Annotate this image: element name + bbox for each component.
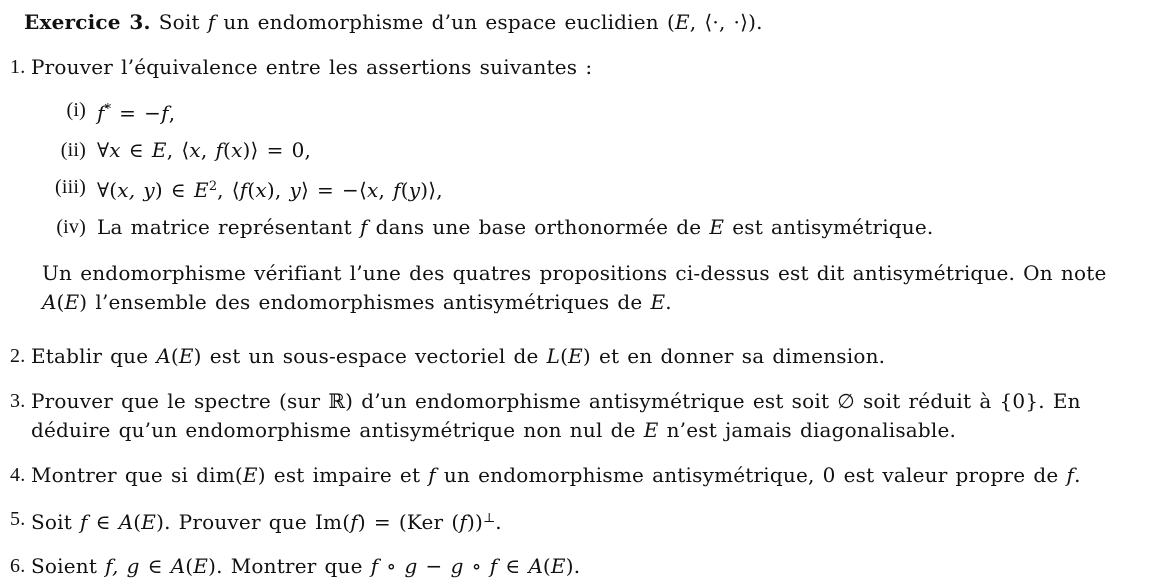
text-run: . (665, 290, 672, 314)
assertion-iii (31, 173, 1127, 205)
text-run: f (161, 101, 169, 125)
text-run: * (104, 102, 112, 117)
text-run: ) est impaire et (257, 463, 429, 487)
text-run: f (370, 554, 379, 578)
text-run: x (255, 178, 267, 202)
item-3-text (31, 387, 1127, 445)
text-run: ( (170, 344, 179, 368)
text-run: ∘ (463, 554, 490, 578)
item-1 (0, 53, 1163, 317)
assertion-list (31, 96, 1127, 242)
text-run: f (207, 10, 216, 34)
text-run: , ⟨ (217, 178, 240, 202)
text-run: x, y (117, 178, 155, 202)
text-run: ∈ (139, 554, 171, 578)
text-run: )⟩, (420, 178, 443, 202)
text-run: , ⟨·, ·⟩). (689, 10, 763, 34)
text-run: Exercice 3. (24, 10, 151, 34)
text-run: E (151, 138, 167, 162)
text-run: Prouver l’équivalence entre les assertions suivantes : (31, 55, 593, 79)
text-run: ∘ (378, 554, 405, 578)
text-run: ∀ (97, 138, 110, 162)
item-1-text (31, 53, 1127, 82)
text-run: La matrice représentant (97, 215, 360, 239)
assertion-i (31, 96, 1127, 128)
text-run: − (417, 554, 451, 578)
text-run: f (428, 463, 436, 487)
text-run: E (64, 290, 80, 314)
text-run: ) = (Ker ( (357, 510, 460, 534)
item-4-text (31, 461, 1127, 490)
text-run: A (118, 510, 134, 534)
assertion-iv (31, 213, 1127, 242)
item-6-number: 6. (10, 555, 26, 577)
text-run: ∈ (120, 138, 152, 162)
text-run: E (178, 344, 194, 368)
text-run: E (194, 178, 209, 202)
text-run: f (350, 510, 358, 534)
text-run: Prouver que le spectre (sur ℝ) d’un endomorphisme antisymétrique est soit ∅ soit réduit à {0}. En déduire qu’un endomorphisme antisymétrique non nul de (31, 389, 1081, 442)
item-4 (0, 461, 1163, 490)
text-run: E (242, 463, 258, 487)
text-run: g (450, 554, 464, 578)
text-run: ∈ (497, 554, 529, 578)
text-run: x (109, 138, 121, 162)
text-run: )) (466, 510, 483, 534)
text-run: , (378, 178, 394, 202)
text-run: E (193, 554, 209, 578)
item-5-number: 5. (10, 508, 26, 530)
item-5 (0, 505, 1163, 537)
text-run: un endomorphisme antisymétrique, 0 est valeur propre de (435, 463, 1067, 487)
assertion-iii-text (97, 173, 1127, 205)
text-run: . (495, 510, 502, 534)
text-run: ( (247, 178, 256, 202)
text-run: x (231, 138, 243, 162)
item-5-text (31, 505, 1127, 537)
item-2-number: 2. (10, 345, 26, 367)
text-run: E (709, 215, 725, 239)
text-run: f (1066, 463, 1075, 487)
text-run: ) est un sous-espace vectoriel de (193, 344, 547, 368)
text-run: g (404, 554, 418, 578)
text-run: ∈ (87, 510, 119, 534)
assertion-ii-label: (ii) (60, 139, 86, 161)
text-run: f (359, 215, 368, 239)
text-run: f (80, 510, 88, 534)
text-run: . (1074, 463, 1081, 487)
text-run: E (643, 418, 659, 442)
text-run: f (393, 178, 401, 202)
text-run: f (239, 178, 248, 202)
text-run: ⊥ (483, 511, 496, 526)
item-4-number: 4. (10, 464, 26, 486)
text-run: E (550, 554, 566, 578)
text-run: y (408, 178, 421, 202)
text-run: Un endomorphisme vérifiant l’une des quatres propositions ci-dessus est dit antisymétrique. On note (42, 261, 1107, 285)
item-3 (0, 387, 1163, 445)
text-run: f (97, 101, 105, 125)
text-run: ) et en donner sa dimension. (582, 344, 886, 368)
text-run: A (170, 554, 186, 578)
text-run: f, g (105, 554, 140, 578)
assertion-iv-label: (iv) (56, 216, 86, 238)
text-run: = − (111, 101, 162, 125)
assertion-iii-label: (iii) (55, 176, 86, 198)
text-run: ( (223, 138, 232, 162)
assertion-i-label: (i) (66, 99, 86, 121)
text-run: Soit (31, 510, 81, 534)
text-run: E (568, 344, 583, 368)
text-run: E (674, 10, 690, 34)
text-run: L (546, 344, 561, 368)
text-run: )⟩ = 0, (242, 138, 312, 162)
text-run: ( (400, 178, 409, 202)
text-run: f (215, 138, 224, 162)
text-run: E (650, 290, 666, 314)
assertion-ii-text (97, 136, 1127, 165)
text-run: E (141, 510, 157, 534)
text-run: ) l’ensemble des endomorphismes antisymétriques de (79, 290, 651, 314)
text-run: n’est jamais diagonalisable. (658, 418, 957, 442)
text-run: ), (266, 178, 290, 202)
text-run: ( (185, 554, 194, 578)
text-run: x (367, 178, 379, 202)
text-run: ∀( (97, 178, 118, 202)
antisymmetric-definition-note (42, 259, 1127, 317)
item-3-number: 3. (10, 390, 26, 412)
text-run: 2 (208, 179, 218, 194)
text-run: ( (560, 344, 569, 368)
text-run: f (489, 554, 498, 578)
assertion-ii (31, 136, 1127, 165)
text-run: ). Prouver que Im( (156, 510, 351, 534)
text-run: est antisymétrique. (724, 215, 934, 239)
item-2 (0, 342, 1163, 371)
text-run: Etablir que (31, 344, 157, 368)
text-run: ). Montrer que (208, 554, 371, 578)
text-run: , (168, 101, 176, 125)
text-run: ( (542, 554, 551, 578)
text-run: Soit (150, 10, 208, 34)
text-run: ⟩ = −⟨ (300, 178, 367, 202)
assertion-iv-text (97, 213, 1127, 242)
text-run: dans une base orthonormée de (367, 215, 710, 239)
exercise-header (24, 8, 1133, 37)
text-run: A (156, 344, 171, 368)
text-run: y (289, 178, 301, 202)
text-run: A (528, 554, 543, 578)
item-1-number: 1. (10, 56, 26, 78)
text-run: ) ∈ (154, 178, 194, 202)
text-run: un endomorphisme d’un espace euclidien ( (215, 10, 675, 34)
text-run: f (459, 510, 467, 534)
text-run: ). (565, 554, 581, 578)
text-run: x (189, 138, 201, 162)
text-run: ( (56, 290, 65, 314)
text-run: ( (133, 510, 142, 534)
item-2-text (31, 342, 1127, 371)
text-run: Soient (31, 554, 106, 578)
text-run: , (200, 138, 216, 162)
text-run: , ⟨ (166, 138, 190, 162)
text-run: Montrer que si dim( (31, 463, 243, 487)
assertion-i-text (97, 96, 1127, 128)
text-run: A (42, 290, 57, 314)
